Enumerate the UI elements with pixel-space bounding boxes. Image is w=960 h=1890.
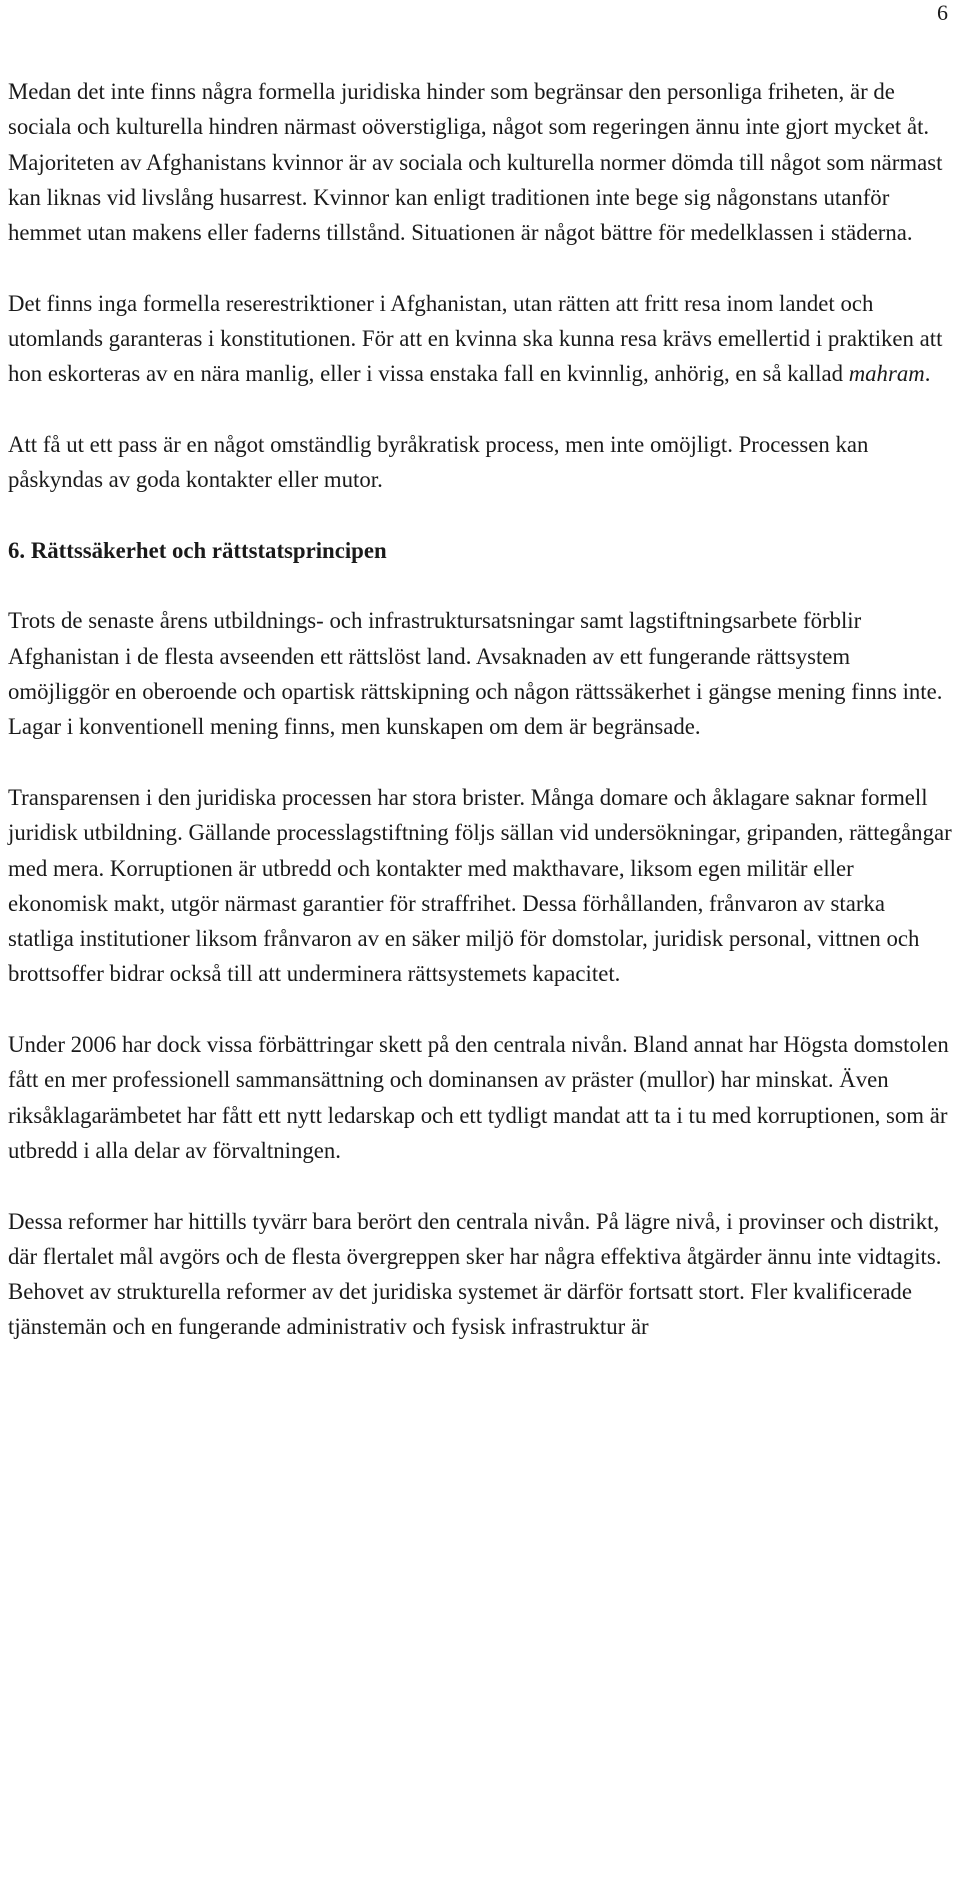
paragraph-improvements-2006: Under 2006 har dock vissa förbättringar skett på den centrala nivån. Bland annat har Högsta domstolen fått en mer professionell sammansättning och dominansen av präster (mullor) har minskat. Även riksåklagarämbetet har fått ett nytt ledarskap och ett tydligt mandat att ta i tu med korruptionen, som är utbredd i alla delar av förvaltningen. (8, 1032, 949, 1163)
paragraph-travel-restrictions (8, 286, 953, 392)
paragraph-personal-freedom: Medan det inte finns några formella juridiska hinder som begränsar den personliga friheten, är de sociala och kulturella hindren närmast oöverstigliga, något som regeringen ännu inte gjort mycket åt. Majoriteten av Afghanistans kvinnor är av sociala och kulturella normer dömda till något som närmast kan liknas vid livslång husarrest. Kvinnor kan enligt traditionen inte bege sig någonstans utanför hemmet utan makens eller faderns tillstånd. Situationen är något bättre för medelklassen i städerna. (8, 79, 943, 246)
section-heading (8, 533, 953, 568)
paragraph-lawlessness: Trots de senaste årens utbildnings- och infrastruktursatsningar samt lagstiftningsarbete förblir Afghanistan i de flesta avseenden ett rättslöst land. Avsaknaden av ett fungerande rättsystem omöjliggör en oberoende och opartisk rättskipning och någon rättssäkerhet i gängse mening finns inte. Lagar i konventionell mening finns, men kunskapen om dem är begränsade. (8, 608, 943, 740)
paragraph-passport: Att få ut ett pass är en något omständlig byråkratisk process, men inte omöjligt. Processen kan påskyndas av goda kontakter eller mutor. (8, 431, 869, 493)
section-title: Rättssäkerhet och rättstatsprincipen (30, 537, 387, 563)
paragraph-reforms: Dessa reformer har hittills tyvärr bara berört den centrala nivån. På lägre nivå, i provinser och distrikt, där flertalet mål avgörs och de flesta övergreppen sker har några effektiva åtgärder ännu inte vidtagits. Behovet av strukturella reformer av det juridiska systemet är därför fortsatt stort. Fler kvalificerade tjänstemän och en fungerande administrativ och fysisk infrastruktur är (8, 1208, 942, 1340)
paragraph-transparency: Transparensen i den juridiska processen har stora brister. Många domare och åklagare saknar formell juridisk utbildning. Gällande processlagstiftning följs sällan vid undersökningar, gripanden, rättegångar med mera. Korruptionen är utbredd och kontakter med makthavare, liksom egen militär eller ekonomisk makt, utgör närmast garantier för straffrihet. Dessa förhållanden, frånvaron av starka statliga institutioner liksom frånvaron av en säker miljö för domstolar, juridisk personal, vittnen och brottsoffer bidrar också till att underminera rättsystemets kapacitet. (8, 784, 952, 987)
paragraph-travel-end: . (924, 361, 931, 387)
paragraph-travel-text: Det finns inga formella reserestriktioner i Afghanistan, utan rätten att fritt resa inom landet och utomlands garanteras i konstitutionen. För att en kvinna ska kunna resa krävs emellertid i praktiken att hon eskorteras av en nära manlig, eller i vissa enstaka fall en kvinnlig, anhörig, en så kallad (8, 290, 943, 387)
document-body (8, 74, 953, 1380)
page-number: 6 (937, 0, 948, 25)
mahram-term: mahram (848, 361, 925, 387)
section-number: 6. (8, 537, 26, 563)
